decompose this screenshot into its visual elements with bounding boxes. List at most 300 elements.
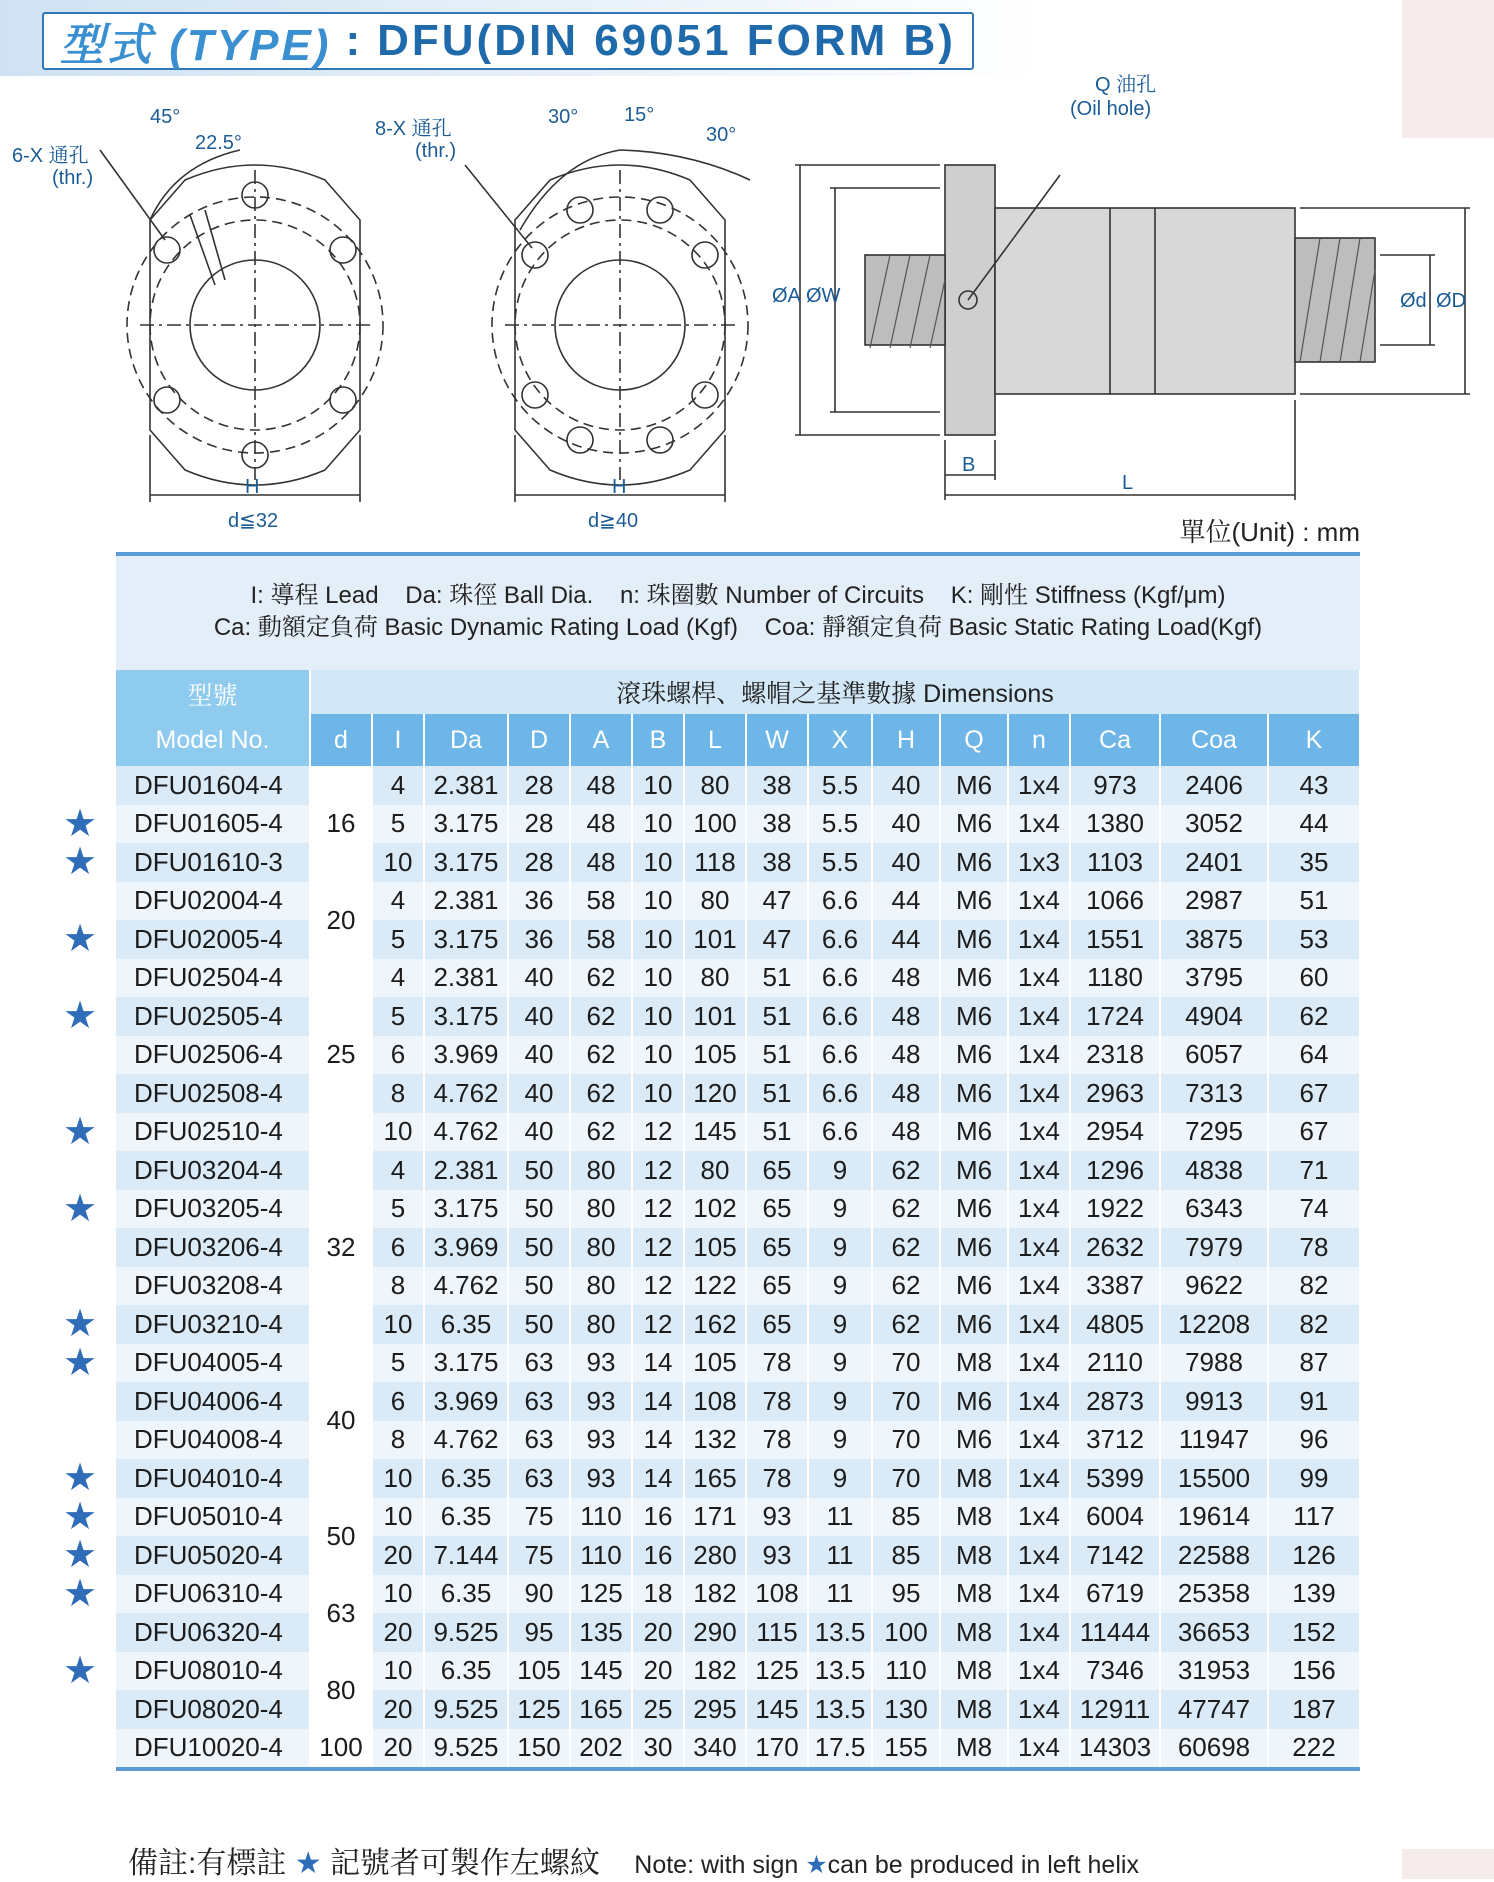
cell-da: 7.144 (424, 1536, 508, 1575)
cell-d: 40 (508, 1113, 570, 1152)
star-icon: ★ (62, 1110, 98, 1153)
cell-w: 145 (746, 1690, 808, 1729)
cell-q: M6 (940, 1151, 1008, 1190)
cell-i: 10 (372, 1498, 424, 1537)
cell-n: 1x4 (1008, 805, 1070, 844)
angle-45-label: 45° (150, 106, 181, 128)
dim-b-label: B (962, 454, 976, 476)
cell-k: 53 (1268, 920, 1360, 959)
dim-d-small-label: Ød (1400, 290, 1427, 312)
cell-h: 62 (872, 1190, 940, 1229)
cell-q: M8 (940, 1652, 1008, 1691)
cell-x: 9 (808, 1459, 872, 1498)
model-cell: DFU03206-4 (116, 1228, 310, 1267)
cell-i: 20 (372, 1729, 424, 1768)
model-cell: DFU02504-4 (116, 959, 310, 998)
cell-h: 40 (872, 805, 940, 844)
cell-n: 1x4 (1008, 1613, 1070, 1652)
cell-l: 80 (684, 959, 746, 998)
cell-q: M8 (940, 1613, 1008, 1652)
cell-w: 78 (746, 1344, 808, 1383)
table-row (116, 959, 1360, 998)
note-zh-after: 記號者可製作左螺紋 (329, 1847, 600, 1880)
cell-k: 117 (1268, 1498, 1360, 1537)
cell-b: 30 (632, 1729, 684, 1768)
column-header-d: D (508, 714, 570, 766)
cell-h: 44 (872, 882, 940, 921)
model-cell: DFU06310-4 (116, 1575, 310, 1614)
model-cell: DFU10020-4 (116, 1729, 310, 1768)
table-row (116, 1498, 1360, 1537)
table-row (116, 805, 1360, 844)
table-row (116, 766, 1360, 805)
cell-ca: 3712 (1070, 1421, 1160, 1460)
cell-i: 10 (372, 1113, 424, 1152)
model-cell: DFU04005-4 (116, 1344, 310, 1383)
cell-x: 6.6 (808, 882, 872, 921)
cell-ca: 14303 (1070, 1729, 1160, 1768)
cell-w: 115 (746, 1613, 808, 1652)
cell-da: 6.35 (424, 1459, 508, 1498)
cell-h: 130 (872, 1690, 940, 1729)
cell-da: 4.762 (424, 1113, 508, 1152)
cell-coa: 15500 (1160, 1459, 1268, 1498)
cell-b: 16 (632, 1536, 684, 1575)
cell-h: 110 (872, 1652, 940, 1691)
cell-a: 110 (570, 1536, 632, 1575)
cell-l: 108 (684, 1382, 746, 1421)
cell-x: 9 (808, 1267, 872, 1306)
cell-q: M6 (940, 1305, 1008, 1344)
cell-b: 12 (632, 1113, 684, 1152)
cell-da: 3.175 (424, 1344, 508, 1383)
cell-h: 70 (872, 1459, 940, 1498)
cell-x: 6.6 (808, 1036, 872, 1075)
cell-a: 48 (570, 805, 632, 844)
cell-w: 51 (746, 997, 808, 1036)
cell-l: 295 (684, 1690, 746, 1729)
table-row (116, 1074, 1360, 1113)
cell-x: 6.6 (808, 997, 872, 1036)
d-cell: 50 (310, 1498, 372, 1575)
cell-k: 67 (1268, 1074, 1360, 1113)
cell-ca: 4805 (1070, 1305, 1160, 1344)
column-header-a: A (570, 714, 632, 766)
dim-l-label: L (1122, 472, 1134, 494)
cell-n: 1x4 (1008, 1151, 1070, 1190)
star-icon: ★ (62, 1649, 98, 1692)
table-row (116, 1113, 1360, 1152)
cell-da: 4.762 (424, 1074, 508, 1113)
cell-a: 80 (570, 1267, 632, 1306)
cell-k: 222 (1268, 1729, 1360, 1768)
cell-a: 62 (570, 959, 632, 998)
cell-x: 9 (808, 1305, 872, 1344)
cell-da: 9.525 (424, 1690, 508, 1729)
cell-w: 38 (746, 805, 808, 844)
cell-i: 6 (372, 1382, 424, 1421)
model-cell: DFU02508-4 (116, 1074, 310, 1113)
cell-coa: 2401 (1160, 843, 1268, 882)
cell-da: 4.762 (424, 1267, 508, 1306)
table-row (116, 1151, 1360, 1190)
cell-x: 9 (808, 1421, 872, 1460)
cell-b: 18 (632, 1575, 684, 1614)
column-header-coa: Coa (1160, 714, 1268, 766)
cell-i: 5 (372, 1190, 424, 1229)
cell-q: M6 (940, 843, 1008, 882)
cell-w: 47 (746, 920, 808, 959)
cell-d: 75 (508, 1498, 570, 1537)
table-row (116, 1305, 1360, 1344)
cell-l: 80 (684, 882, 746, 921)
cell-da: 2.381 (424, 766, 508, 805)
cell-k: 82 (1268, 1305, 1360, 1344)
cell-h: 48 (872, 1113, 940, 1152)
cell-i: 5 (372, 805, 424, 844)
table-row (116, 1652, 1360, 1691)
star-icon: ★ (62, 1572, 98, 1615)
cell-i: 8 (372, 1421, 424, 1460)
note-en-before: Note: with sign (634, 1851, 799, 1879)
cell-n: 1x4 (1008, 1652, 1070, 1691)
cell-w: 93 (746, 1498, 808, 1537)
cell-l: 102 (684, 1190, 746, 1229)
cell-q: M6 (940, 1382, 1008, 1421)
cell-x: 11 (808, 1536, 872, 1575)
cell-coa: 7988 (1160, 1344, 1268, 1383)
cell-coa: 4838 (1160, 1151, 1268, 1190)
cell-i: 20 (372, 1613, 424, 1652)
column-header-d: d (310, 714, 372, 766)
column-header-q: Q (940, 714, 1008, 766)
cell-coa: 3052 (1160, 805, 1268, 844)
dimensions-table (116, 670, 1361, 1767)
model-cell: DFU03208-4 (116, 1267, 310, 1306)
cell-i: 5 (372, 920, 424, 959)
cell-k: 91 (1268, 1382, 1360, 1421)
table-body (116, 766, 1360, 1767)
cell-q: M6 (940, 882, 1008, 921)
cell-q: M6 (940, 1190, 1008, 1229)
cell-w: 47 (746, 882, 808, 921)
column-header-w: W (746, 714, 808, 766)
cell-n: 1x4 (1008, 920, 1070, 959)
model-cell: DFU06320-4 (116, 1613, 310, 1652)
cell-ca: 7142 (1070, 1536, 1160, 1575)
cell-q: M8 (940, 1690, 1008, 1729)
cell-a: 80 (570, 1305, 632, 1344)
flange-drawing-right (465, 150, 750, 502)
cell-a: 93 (570, 1459, 632, 1498)
cell-da: 9.525 (424, 1613, 508, 1652)
cell-k: 35 (1268, 843, 1360, 882)
note-zh-before: 備註:有標註 (128, 1847, 287, 1880)
star-icon: ★ (62, 802, 98, 845)
cell-l: 118 (684, 843, 746, 882)
d-cell: 40 (310, 1344, 372, 1498)
cell-w: 38 (746, 843, 808, 882)
footnote (128, 1838, 1139, 1882)
cell-d: 50 (508, 1228, 570, 1267)
cell-x: 5.5 (808, 843, 872, 882)
cell-h: 70 (872, 1382, 940, 1421)
model-cell: DFU03204-4 (116, 1151, 310, 1190)
cell-n: 1x4 (1008, 766, 1070, 805)
table-row (116, 882, 1360, 921)
cell-a: 110 (570, 1498, 632, 1537)
cell-i: 4 (372, 766, 424, 805)
cell-da: 6.35 (424, 1652, 508, 1691)
cell-i: 4 (372, 882, 424, 921)
table-row (116, 1421, 1360, 1460)
cell-d: 40 (508, 959, 570, 998)
cell-x: 9 (808, 1382, 872, 1421)
cell-a: 93 (570, 1421, 632, 1460)
column-header-i: I (372, 714, 424, 766)
cell-l: 171 (684, 1498, 746, 1537)
model-cell: DFU04010-4 (116, 1459, 310, 1498)
cell-h: 62 (872, 1305, 940, 1344)
angle-30a-label: 30° (548, 106, 579, 128)
cell-l: 340 (684, 1729, 746, 1768)
cell-d: 36 (508, 882, 570, 921)
model-cell: DFU05020-4 (116, 1536, 310, 1575)
oil-hole-label: Q 油孔 (1095, 74, 1157, 96)
cell-l: 145 (684, 1113, 746, 1152)
flange-drawing-left (100, 150, 383, 502)
d-cell: 20 (310, 882, 372, 959)
cell-coa: 19614 (1160, 1498, 1268, 1537)
cell-n: 1x4 (1008, 1074, 1070, 1113)
cell-k: 78 (1268, 1228, 1360, 1267)
cell-l: 165 (684, 1459, 746, 1498)
cell-q: M6 (940, 1267, 1008, 1306)
d-cell: 63 (310, 1575, 372, 1652)
cell-coa: 9622 (1160, 1267, 1268, 1306)
star-icon: ★ (62, 995, 98, 1038)
cell-k: 62 (1268, 997, 1360, 1036)
star-icon: ★ (62, 841, 98, 884)
cell-k: 126 (1268, 1536, 1360, 1575)
cell-coa: 2987 (1160, 882, 1268, 921)
cell-n: 1x4 (1008, 1267, 1070, 1306)
cell-coa: 25358 (1160, 1575, 1268, 1614)
cell-i: 4 (372, 959, 424, 998)
cell-b: 14 (632, 1421, 684, 1460)
cell-b: 10 (632, 805, 684, 844)
cell-d: 50 (508, 1190, 570, 1229)
cell-i: 20 (372, 1690, 424, 1729)
cell-ca: 6004 (1070, 1498, 1160, 1537)
model-cell: DFU08010-4 (116, 1652, 310, 1691)
cell-d: 63 (508, 1382, 570, 1421)
cell-q: M8 (940, 1536, 1008, 1575)
cell-a: 202 (570, 1729, 632, 1768)
cell-q: M6 (940, 766, 1008, 805)
cell-d: 105 (508, 1652, 570, 1691)
cell-l: 162 (684, 1305, 746, 1344)
cell-ca: 1066 (1070, 882, 1160, 921)
cell-k: 156 (1268, 1652, 1360, 1691)
cell-n: 1x4 (1008, 997, 1070, 1036)
cell-d: 150 (508, 1729, 570, 1768)
angle-30b-label: 30° (706, 124, 737, 146)
angle-15-label: 15° (624, 104, 655, 126)
cell-b: 14 (632, 1382, 684, 1421)
star-icon: ★ (62, 1303, 98, 1346)
cell-n: 1x4 (1008, 1036, 1070, 1075)
cell-x: 9 (808, 1344, 872, 1383)
model-cell: DFU02005-4 (116, 920, 310, 959)
cell-n: 1x4 (1008, 1305, 1070, 1344)
left-holes-en: (thr.) (52, 167, 94, 189)
cell-ca: 2110 (1070, 1344, 1160, 1383)
cell-k: 139 (1268, 1575, 1360, 1614)
cell-q: M8 (940, 1459, 1008, 1498)
model-cell: DFU02505-4 (116, 997, 310, 1036)
cell-n: 1x4 (1008, 1382, 1070, 1421)
cell-q: M6 (940, 1113, 1008, 1152)
cell-ca: 3387 (1070, 1267, 1160, 1306)
cell-da: 4.762 (424, 1421, 508, 1460)
legend (116, 556, 1360, 670)
model-cell: DFU08020-4 (116, 1690, 310, 1729)
cell-da: 3.175 (424, 1190, 508, 1229)
table-row (116, 1459, 1360, 1498)
cell-l: 101 (684, 920, 746, 959)
cell-k: 74 (1268, 1190, 1360, 1229)
cell-w: 51 (746, 1074, 808, 1113)
cell-k: 96 (1268, 1421, 1360, 1460)
cell-ca: 2873 (1070, 1382, 1160, 1421)
cell-da: 2.381 (424, 1151, 508, 1190)
cell-l: 80 (684, 1151, 746, 1190)
cell-q: M8 (940, 1729, 1008, 1768)
cell-n: 1x4 (1008, 1498, 1070, 1537)
cell-k: 44 (1268, 805, 1360, 844)
column-header-b: B (632, 714, 684, 766)
cell-x: 6.6 (808, 959, 872, 998)
bottom-rule (116, 1767, 1360, 1771)
cell-a: 125 (570, 1575, 632, 1614)
cell-w: 65 (746, 1228, 808, 1267)
cell-da: 9.525 (424, 1729, 508, 1768)
cell-ca: 6719 (1070, 1575, 1160, 1614)
cell-d: 75 (508, 1536, 570, 1575)
cell-n: 1x4 (1008, 1190, 1070, 1229)
cell-d: 63 (508, 1459, 570, 1498)
cell-l: 182 (684, 1652, 746, 1691)
star-icon: ★ (62, 1457, 98, 1500)
cell-ca: 1296 (1070, 1151, 1160, 1190)
d-cell: 100 (310, 1729, 372, 1768)
cell-d: 28 (508, 843, 570, 882)
cell-l: 132 (684, 1421, 746, 1460)
cell-l: 105 (684, 1036, 746, 1075)
cell-coa: 9913 (1160, 1382, 1268, 1421)
cell-l: 290 (684, 1613, 746, 1652)
cell-b: 10 (632, 959, 684, 998)
table-row (116, 1190, 1360, 1229)
cell-i: 20 (372, 1536, 424, 1575)
cell-coa: 3875 (1160, 920, 1268, 959)
note-en-star-icon: ★ (805, 1851, 828, 1879)
cell-n: 1x4 (1008, 1421, 1070, 1460)
cell-n: 1x4 (1008, 959, 1070, 998)
cell-n: 1x3 (1008, 843, 1070, 882)
model-header-zh: 型號 (187, 682, 238, 710)
cell-a: 93 (570, 1382, 632, 1421)
title-banner (0, 0, 1040, 76)
dimensions-header: 滾珠螺桿、螺帽之基準數據 Dimensions (310, 670, 1360, 714)
cell-l: 100 (684, 805, 746, 844)
cell-da: 3.969 (424, 1228, 508, 1267)
model-cell: DFU01610-3 (116, 843, 310, 882)
cell-h: 48 (872, 959, 940, 998)
cell-d: 28 (508, 805, 570, 844)
cell-h: 70 (872, 1344, 940, 1383)
angle-22-label: 22.5° (195, 132, 242, 154)
cell-b: 12 (632, 1151, 684, 1190)
cell-ca: 1724 (1070, 997, 1160, 1036)
column-header-da: Da (424, 714, 508, 766)
column-header-n: n (1008, 714, 1070, 766)
cell-h: 100 (872, 1613, 940, 1652)
cell-b: 10 (632, 882, 684, 921)
cell-q: M8 (940, 1344, 1008, 1383)
cell-w: 65 (746, 1305, 808, 1344)
cell-ca: 2954 (1070, 1113, 1160, 1152)
cell-i: 6 (372, 1036, 424, 1075)
cell-ca: 5399 (1070, 1459, 1160, 1498)
star-icon: ★ (62, 918, 98, 961)
cell-q: M8 (940, 1575, 1008, 1614)
right-holes-label: 8-X 通孔 (375, 118, 452, 140)
model-cell: DFU04008-4 (116, 1421, 310, 1460)
page-title (42, 12, 974, 70)
cell-i: 8 (372, 1074, 424, 1113)
cell-ca: 11444 (1070, 1613, 1160, 1652)
corner-decoration-bottom (1402, 1849, 1494, 1879)
cell-k: 187 (1268, 1690, 1360, 1729)
cell-coa: 60698 (1160, 1729, 1268, 1768)
cell-i: 10 (372, 1652, 424, 1691)
cell-b: 10 (632, 766, 684, 805)
cell-k: 152 (1268, 1613, 1360, 1652)
cell-b: 10 (632, 1036, 684, 1075)
cell-k: 87 (1268, 1344, 1360, 1383)
cell-a: 48 (570, 843, 632, 882)
cell-x: 9 (808, 1151, 872, 1190)
cell-q: M6 (940, 920, 1008, 959)
cell-da: 6.35 (424, 1305, 508, 1344)
cell-q: M6 (940, 805, 1008, 844)
legend-line-1: I: 導程 Lead Da: 珠徑 Ball Dia. n: 珠圈數 Number of Circuits K: 剛性 Stiffness (Kgf/μm) (250, 582, 1226, 609)
cell-coa: 31953 (1160, 1652, 1268, 1691)
cell-h: 40 (872, 766, 940, 805)
cond-left-label: d≦32 (228, 510, 279, 532)
cell-a: 62 (570, 1036, 632, 1075)
cell-l: 105 (684, 1344, 746, 1383)
cell-w: 125 (746, 1652, 808, 1691)
cell-q: M6 (940, 997, 1008, 1036)
model-cell: DFU04006-4 (116, 1382, 310, 1421)
cell-b: 20 (632, 1652, 684, 1691)
cell-a: 145 (570, 1652, 632, 1691)
cell-w: 51 (746, 1113, 808, 1152)
dimensions-table-section (116, 552, 1360, 1771)
